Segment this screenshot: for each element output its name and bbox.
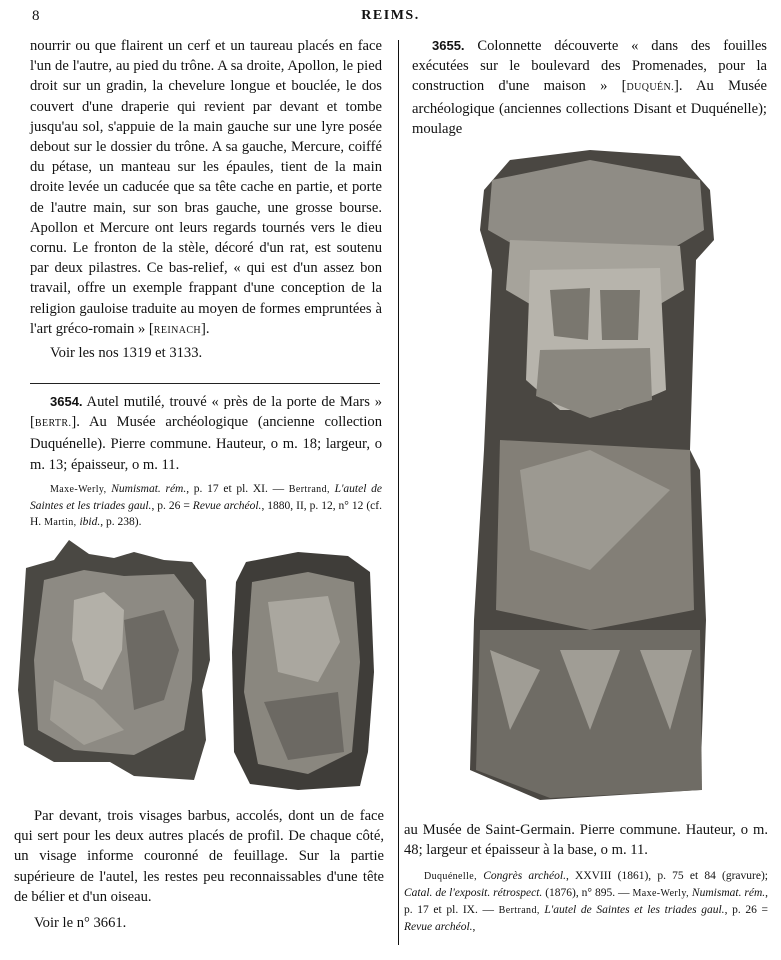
see-also-3654: Voir le n° 3661. — [34, 915, 127, 932]
entry-3655-continuation: au Musée de Saint-Germain. Pierre commune. Hauteur, o m. 48; largeur et épaisseur à la base, o m. 11. — [404, 822, 768, 859]
entry-3654 — [30, 392, 382, 531]
entry-3654-description: Par devant, trois visages barbus, accolés, dont un de face qui sert pour les deux autres placés de profil. De chaque côté, un visage informe couronné de feuillage. Sur la partie supérieure de l'autel, les restes peu reconnaissables d'une tête de bélier et d'un oiseau. — [14, 808, 384, 905]
entry-3655-number: 3655. — [432, 38, 465, 53]
entry-3655-bibliography: Duquénelle, Congrès archéol., XXVIII (1861), p. 75 et 84 (gravure); Catal. de l'exposit. rétrospect. (1876), n° 895. — Maxe-Werly, Numismat. rém., p. 17 et pl. IX. — Bertrand, L'autel de Saintes et les triades gaul., p. 26 = Revue archéol., — [404, 870, 769, 934]
entry-3655 — [412, 36, 767, 139]
source-bertr: BERTR. — [34, 418, 72, 430]
entry-3655-continuation-block — [404, 820, 768, 935]
source-reinach: REINACH — [153, 324, 202, 336]
entry-3654-number: 3654. — [50, 394, 83, 409]
see-also-3653: Voir les nos 1319 et 3133. — [50, 345, 203, 362]
continued-paragraph: nourrir ou que flairent un cerf et un taureau placés en face l'un de l'autre, au pied du trône. A sa droite, Apollon, le pied droit sur un gradin, la chevelure longue et bouclée, le dos couvert d'une draperie qui revient par devant et tombe jusqu'au sol, s'appuie de la main gauche sur une lyre posée debout sur le dossier du trône. A sa gauche, Mercure, coiffé du pétase, un manteau sur les épaules, tient de la main droite levée un caducée que sa tête cache en partie, et porte de l'autre main, sur son bras gauche, une grosse bourse. Apollon et Mercure ont leurs regards tournés vers le dieu cornu. Le fronton de la stèle, décoré d'un rat, est soutenu par deux pilastres. Ce bas-relief, « qui est d'un assez bon travail, offre un exemple frappant d'une conception de la religion gauloise traduite au moyen de formes empruntées à l'art gréco-romain » [REINACH]. — [30, 38, 382, 337]
altar-3654-front-photo — [14, 540, 214, 785]
column-divider — [398, 40, 399, 945]
entry-3655-text: 3655. Colonnette découverte « dans des fouilles exécutées sur le boulevard des Promenades, pour la construction d'une maison » [DUQUÉN.]. Au Musée archéologique (anciennes collections Disant et Duquénelle); moulage — [412, 38, 767, 137]
source-duquen: DUQUÉN. — [626, 82, 675, 94]
altar-3654-side-photo — [228, 552, 378, 792]
left-top-text — [30, 36, 382, 363]
entry-3654-bibliography: Maxe-Werly, Numismat. rém., p. 17 et pl. XI. — Bertrand, L'autel de Saintes et les triades gaul., p. 26 = Revue archéol., 1880, II, p. 12, n° 12 (cf. H. Martin, ibid., p. 238). — [30, 482, 382, 528]
entry-3654-description-block — [14, 806, 384, 933]
entry-3654-text: 3654. Autel mutilé, trouvé « près de la porte de Mars » [BERTR.]. Au Musée archéologique (ancienne collection Duquénelle). Pierre commune. Hauteur, o m. 18; largeur, o m. 13; épaisseur, o m. 11. — [30, 394, 383, 473]
page-number: 8 — [32, 8, 40, 24]
column-3655-photo — [470, 150, 720, 800]
running-title: REIMS. — [361, 8, 420, 23]
entry-separator — [30, 383, 380, 384]
